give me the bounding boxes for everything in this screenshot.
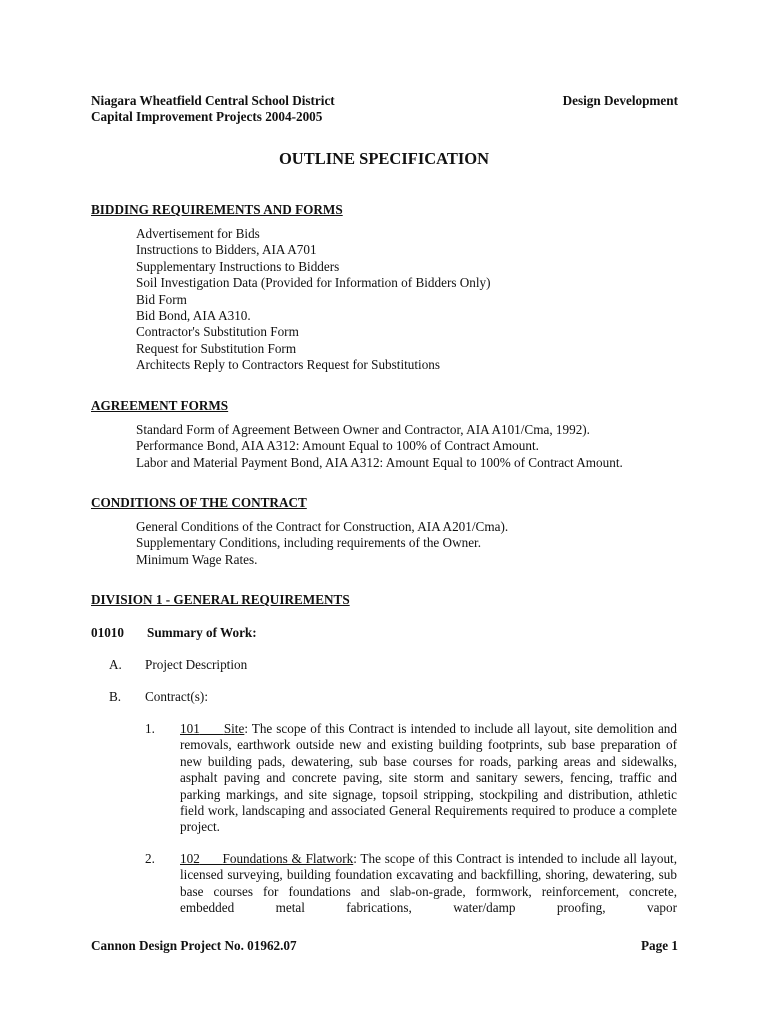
contract-2-number: 102 <box>180 851 200 866</box>
bidding-heading: BIDDING REQUIREMENTS AND FORMS <box>91 202 343 217</box>
conditions-list <box>136 519 508 568</box>
contract-1-label: 1. <box>145 721 155 736</box>
contract-2-gap <box>200 851 223 866</box>
conditions-heading: CONDITIONS OF THE CONTRACT <box>91 495 307 510</box>
list-item: Supplementary Instructions to Bidders <box>136 258 340 274</box>
contract-1-text: : The scope of this Contract is intended to include all layout, site demolition and removals, earthwork outside new and existing building footprints, sub base preparation of new building pads, dewatering, sub base courses for roads, parking areas and sidewalks, asphalt paving and concrete paving, site storm and sanitary sewers, fencing, traffic and parking markings, and site signage, topsoil stripping, stockpiling and distribution, athletic field work, landscaping and associated General Requirements required to produce a complete project. <box>180 721 677 835</box>
design-phase: Design Development <box>562 93 678 108</box>
agreement-heading: AGREEMENT FORMS <box>91 398 229 413</box>
agreement-list <box>136 422 623 471</box>
district-name: Niagara Wheatfield Central School District <box>91 93 335 108</box>
list-item: Supplementary Conditions, including requirements of the Owner. <box>136 535 482 551</box>
item-b-text: Contract(s): <box>145 689 208 704</box>
list-item: Labor and Material Payment Bond, AIA A312: Amount Equal to 100% of Contract Amount. <box>136 454 623 470</box>
footer-project-number: Cannon Design Project No. 01962.07 <box>91 938 297 953</box>
contract-2-name: Foundations & Flatwork <box>222 851 354 866</box>
item-b-label: B. <box>109 689 122 704</box>
section-title: Summary of Work: <box>147 625 257 640</box>
list-item: Advertisement for Bids <box>136 226 260 241</box>
list-item: Standard Form of Agreement Between Owner and Contractor, AIA A101/Cma, 1992). <box>136 422 590 437</box>
list-item: Architects Reply to Contractors Request for Substitutions <box>136 357 441 373</box>
list-item: General Conditions of the Contract for Construction, AIA A201/Cma). <box>136 519 509 534</box>
item-a-text: Project Description <box>145 657 248 672</box>
bidding-list <box>136 226 491 374</box>
contract-1-gap <box>200 721 224 736</box>
list-item: Request for Substitution Form <box>136 340 297 356</box>
page-title: OUTLINE SPECIFICATION <box>278 149 490 168</box>
list-item: Bid Form <box>136 291 187 307</box>
contract-2-text: : The scope of this Contract is intended to include all layout, licensed surveying, building foundation excavating and backfilling, shoring, dewatering, sub base courses for foundations and slab-on-grade, formwork, reinforcement, concrete, embedded metal fabrications, water/damp proofing, vapor <box>180 851 678 916</box>
contract-1-number: 101 <box>180 721 200 736</box>
list-item: Performance Bond, AIA A312: Amount Equal to 100% of Contract Amount. <box>136 438 539 454</box>
list-item: Instructions to Bidders, AIA A701 <box>136 242 317 258</box>
list-item: Soil Investigation Data (Provided for Information of Bidders Only) <box>136 275 491 291</box>
contract-1-name: Site <box>223 721 245 736</box>
footer-page-number: Page 1 <box>641 938 678 953</box>
list-item: Minimum Wage Rates. <box>136 551 258 567</box>
project-name: Capital Improvement Projects 2004-2005 <box>91 109 323 125</box>
header-left <box>91 93 335 126</box>
contract-2-label: 2. <box>145 851 155 866</box>
division1-heading: DIVISION 1 - GENERAL REQUIREMENTS <box>91 592 350 607</box>
section-number: 01010 <box>91 625 124 640</box>
list-item: Bid Bond, AIA A310. <box>136 308 251 324</box>
list-item: Contractor's Substitution Form <box>136 324 299 340</box>
item-a-label: A. <box>109 657 122 672</box>
contract-2-paragraph <box>180 851 677 917</box>
contract-1-paragraph <box>180 721 677 836</box>
